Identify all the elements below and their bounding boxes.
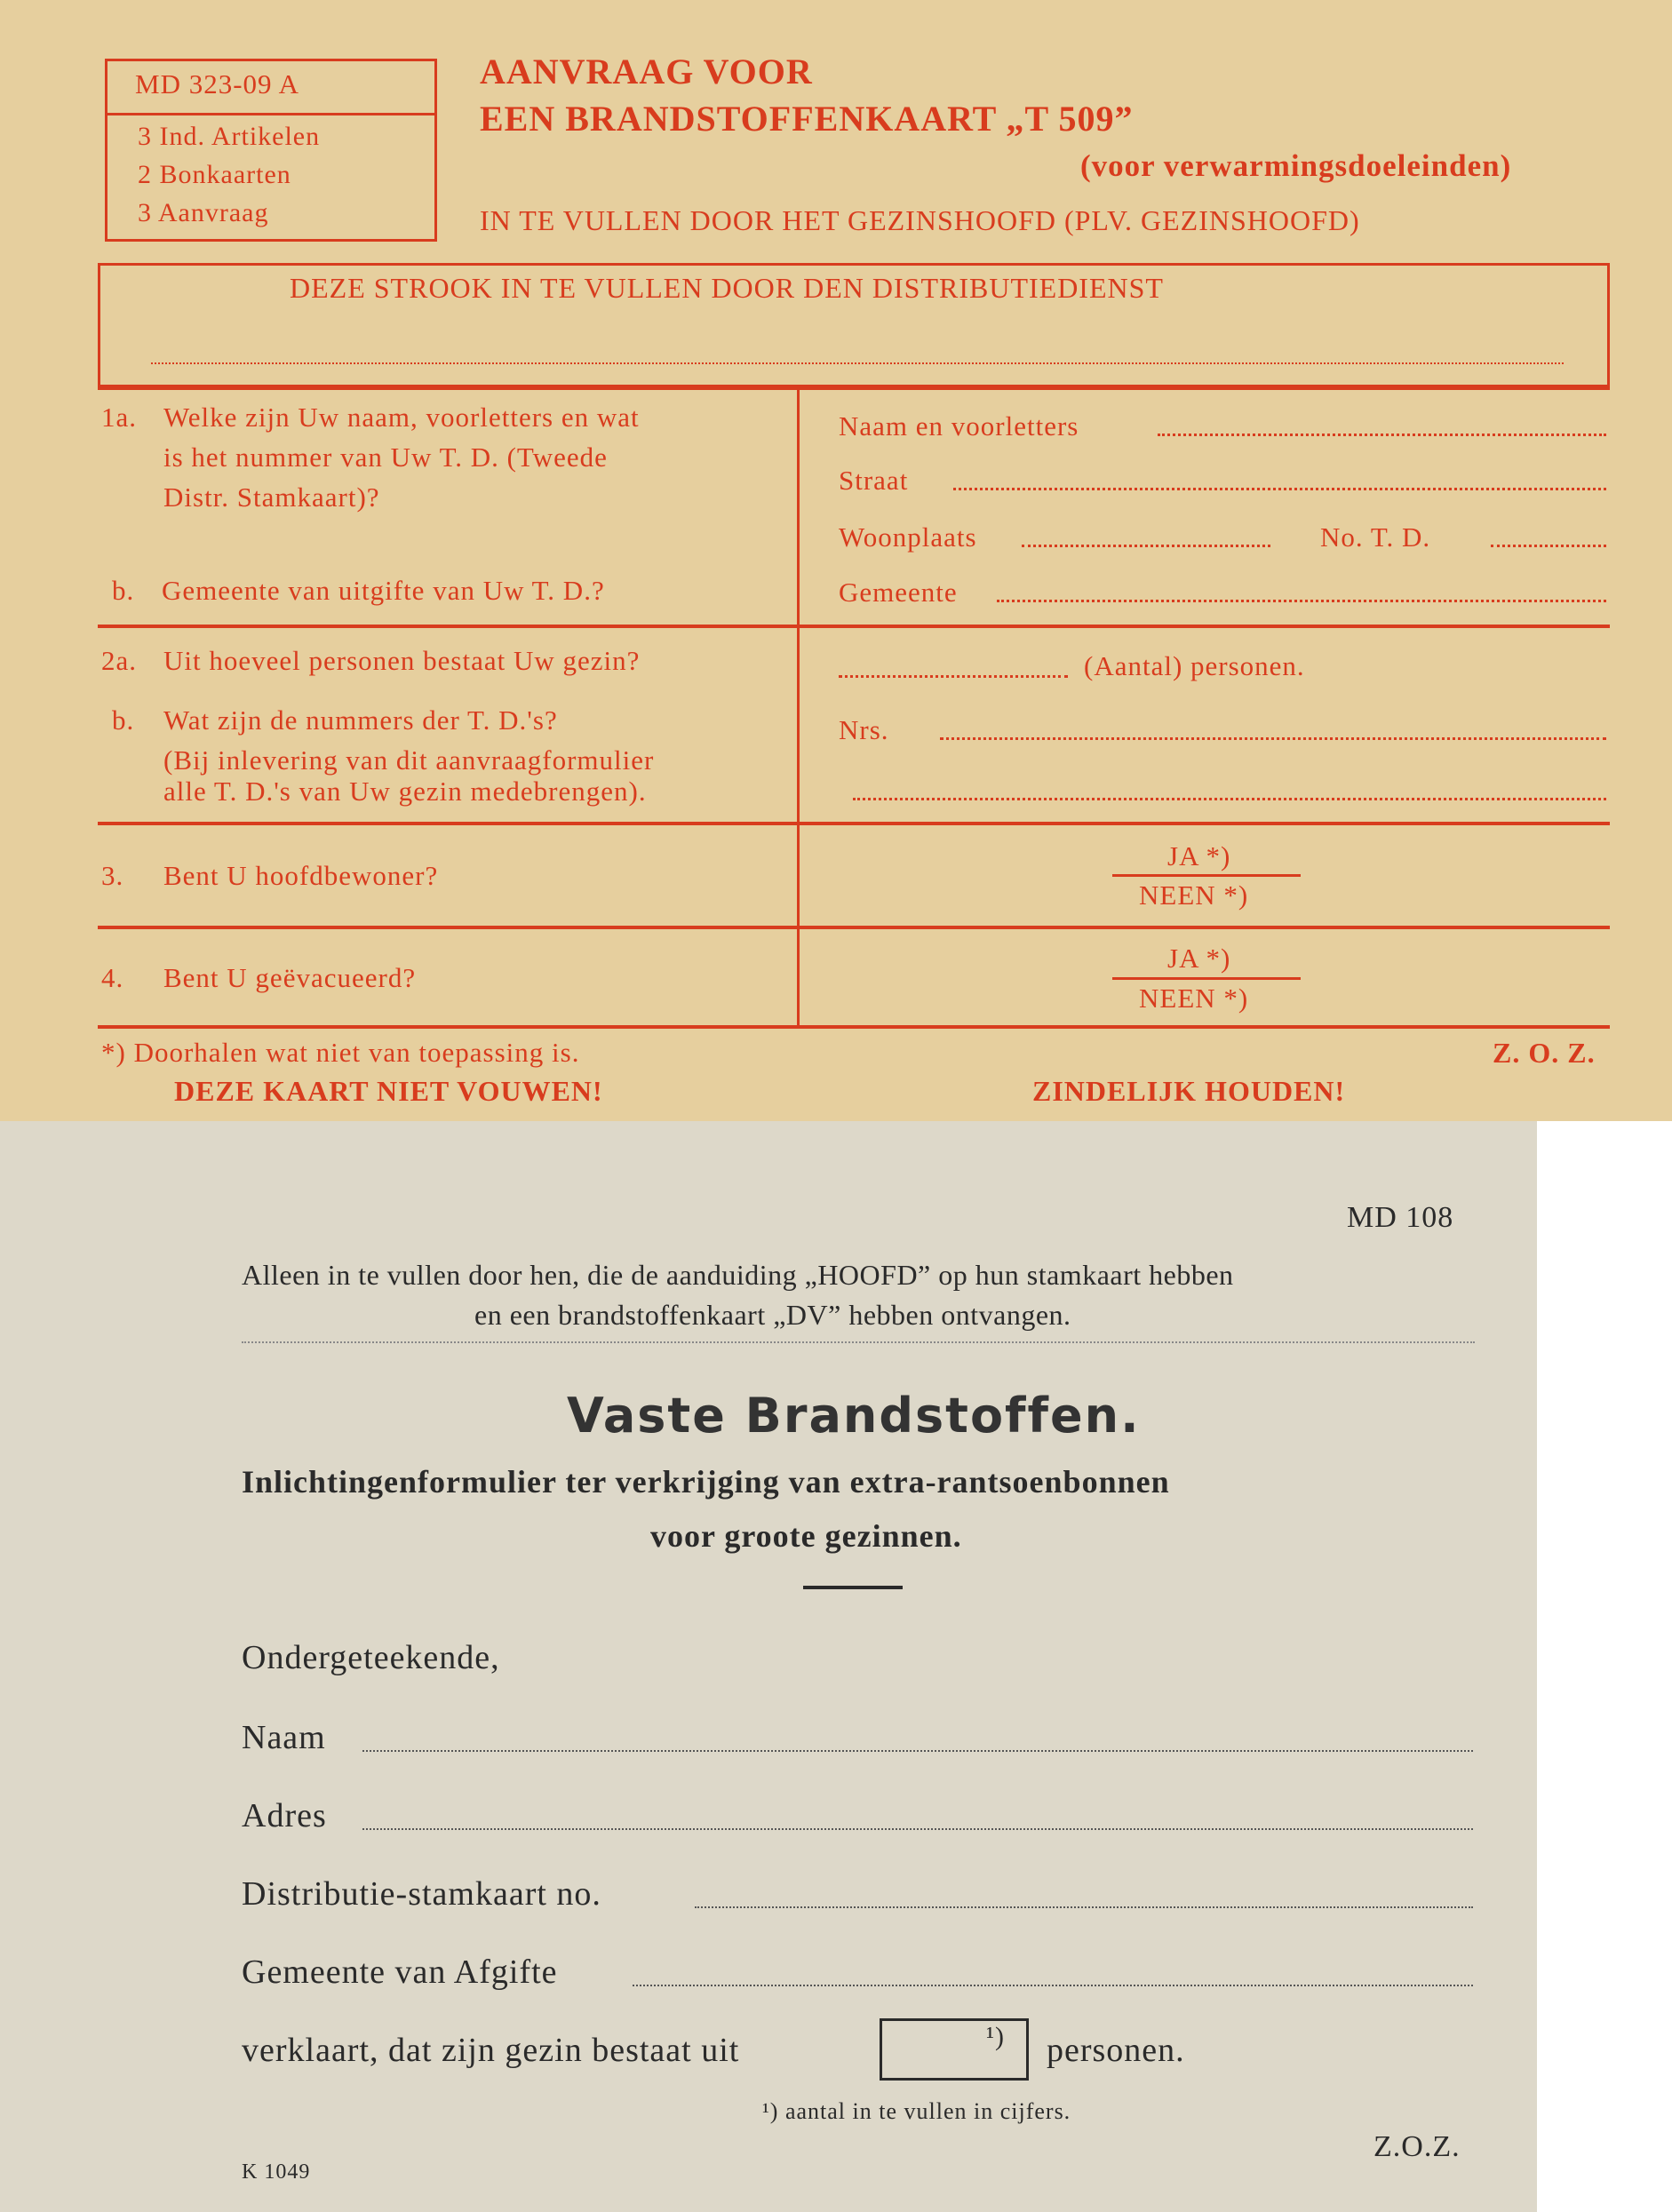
field-nrs-input-2[interactable]: [853, 798, 1606, 800]
q4-number: 4.: [101, 962, 124, 993]
q1a-text: is het nummer van Uw T. D. (Tweede: [163, 442, 608, 473]
adres-label: Adres: [242, 1797, 327, 1834]
q2a-number: 2a.: [101, 645, 138, 676]
zoz-top: Z. O. Z.: [1493, 1037, 1596, 1069]
q3-number: 3.: [101, 860, 124, 891]
strip-title: DEZE STROOK IN TE VULLEN DOOR DEN DISTRIBUTIEDIENST: [290, 272, 1164, 304]
strip-fill-line: [151, 362, 1564, 364]
form-box-line: 2 Bonkaarten: [138, 160, 291, 189]
intro-line-2: en een brandstoffenkaart „DV” hebben ontvangen.: [474, 1299, 1071, 1331]
q4-text: Bent U geëvacueerd?: [163, 962, 417, 993]
card-vaste-brandstoffen: [0, 1121, 1672, 2212]
title-line-1: AANVRAAG VOOR: [480, 52, 813, 92]
q2b-note: alle T. D.'s van Uw gezin medebrengen).: [163, 776, 647, 807]
adres-input[interactable]: [362, 1828, 1473, 1830]
naam-label: Naam: [242, 1719, 326, 1756]
form-box-line: 3 Ind. Artikelen: [138, 122, 321, 151]
field-gemeente-input[interactable]: [997, 600, 1606, 602]
q4-neen[interactable]: NEEN *): [1139, 983, 1249, 1014]
field-naam-label: Naam en voorletters: [839, 410, 1079, 442]
field-nrs-label: Nrs.: [839, 714, 889, 745]
warn-niet-vouwen: DEZE KAART NIET VOUWEN!: [174, 1075, 603, 1107]
personen-count-box[interactable]: [880, 2018, 1029, 2081]
footnote-cijfers: ¹) aantal in te vullen in cijfers.: [762, 2098, 1071, 2124]
intro-underline: [242, 1341, 1475, 1343]
personen-label: personen.: [1047, 2032, 1185, 2069]
field-woonplaats-input[interactable]: [1022, 545, 1270, 547]
q2b-text: Wat zijn de nummers der T. D.'s?: [163, 704, 558, 736]
footnote-doorhalen: *) Doorhalen wat niet van toepassing is.: [101, 1037, 580, 1068]
personen-box-mark: ¹): [986, 2022, 1005, 2051]
fill-by-text: IN TE VULLEN DOOR HET GEZINSHOOFD (PLV. GEZINSHOOFD): [480, 204, 1360, 236]
q2b-note: (Bij inlevering van dit aanvraagformulier: [163, 744, 655, 776]
q3-text: Bent U hoofdbewoner?: [163, 860, 439, 891]
subtitle: (voor verwarmingsdoeleinden): [1080, 148, 1512, 183]
q1a-number: 1a.: [101, 402, 138, 433]
q1a-text: Distr. Stamkaart)?: [163, 481, 380, 513]
q3-neen[interactable]: NEEN *): [1139, 879, 1249, 911]
q4-ja[interactable]: JA *): [1167, 943, 1231, 974]
title-rule: [803, 1586, 903, 1589]
form-code-md108: MD 108: [1347, 1201, 1454, 1234]
field-straat-label: Straat: [839, 465, 909, 496]
gemeente-afgifte-label: Gemeente van Afgifte: [242, 1953, 558, 1991]
subtitle-line-1: Inlichtingenformulier ter verkrijging van extra-rantsoenbonnen: [242, 1464, 1170, 1500]
q1b-text: Gemeente van uitgifte van Uw T. D.?: [162, 575, 605, 606]
form-box-line: 3 Aanvraag: [138, 198, 269, 227]
title-line-2: EEN BRANDSTOFFENKAART „T 509”: [480, 99, 1134, 139]
main-title: Vaste Brandstoffen.: [567, 1388, 1141, 1444]
field-notd-input[interactable]: [1491, 545, 1606, 547]
field-aantal-input[interactable]: [839, 675, 1068, 678]
field-nrs-input[interactable]: [940, 737, 1606, 740]
ondergeteekende-label: Ondergeteekende,: [242, 1639, 500, 1676]
field-aantal-label: (Aantal) personen.: [1084, 650, 1305, 681]
q3-ja[interactable]: JA *): [1167, 840, 1231, 871]
field-woonplaats-label: Woonplaats: [839, 521, 977, 553]
q1a-text: Welke zijn Uw naam, voorletters en wat: [163, 402, 640, 433]
q2a-text: Uit hoeveel personen bestaat Uw gezin?: [163, 645, 641, 676]
field-naam-input[interactable]: [1158, 434, 1606, 436]
print-code: K 1049: [242, 2160, 311, 2184]
field-gemeente-label: Gemeente: [839, 577, 958, 608]
verklaart-text: verklaart, dat zijn gezin bestaat uit: [242, 2032, 740, 2069]
stamkaart-input[interactable]: [695, 1906, 1473, 1908]
q2b-number: b.: [112, 704, 135, 736]
field-straat-input[interactable]: [953, 488, 1606, 490]
gemeente-afgifte-input[interactable]: [633, 1985, 1473, 1986]
naam-input[interactable]: [362, 1750, 1473, 1752]
field-notd-label: No. T. D.: [1320, 521, 1431, 553]
warn-zindelijk: ZINDELIJK HOUDEN!: [1032, 1075, 1346, 1107]
zoz-bottom: Z.O.Z.: [1373, 2130, 1461, 2163]
subtitle-line-2: voor groote gezinnen.: [650, 1518, 962, 1554]
intro-line-1: Alleen in te vullen door hen, die de aanduiding „HOOFD” op hun stamkaart hebben: [242, 1259, 1234, 1291]
q1b-number: b.: [112, 575, 135, 606]
form-code: MD 323-09 A: [135, 68, 299, 99]
stamkaart-label: Distributie-stamkaart no.: [242, 1875, 601, 1913]
